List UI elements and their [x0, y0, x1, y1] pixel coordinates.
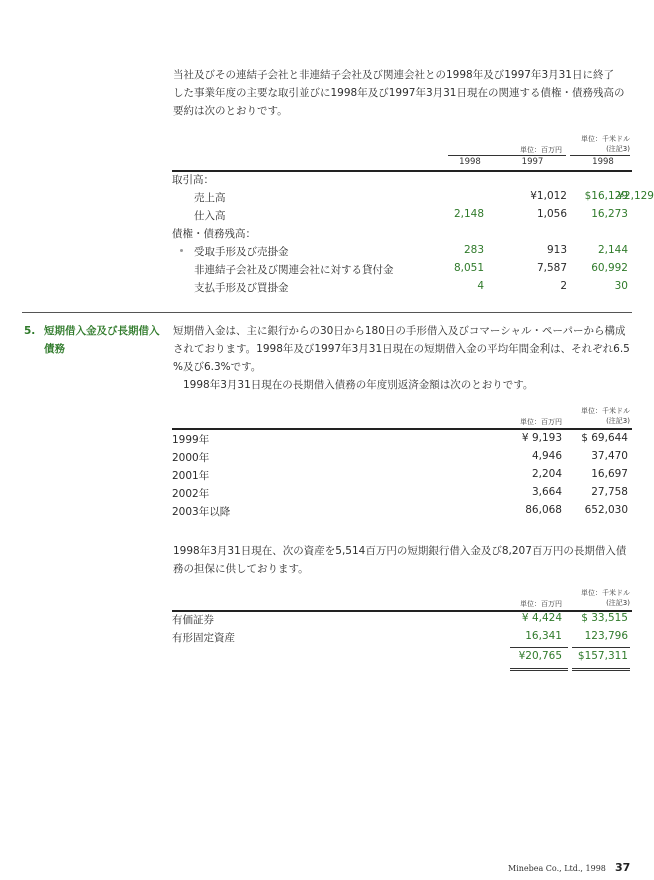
table2-unit-usd — [570, 406, 630, 426]
table3-total-row — [172, 650, 632, 668]
value-1998: 283 — [463, 244, 484, 256]
row-label: 2001年 — [172, 470, 210, 482]
table1-group-transactions — [172, 172, 632, 190]
value-usd: 37,470 — [591, 450, 628, 462]
row-label: 2000年 — [172, 452, 210, 464]
value-usd: $16,129 — [584, 190, 628, 202]
table-row — [172, 504, 632, 522]
value-yen: ¥ 4,424 — [521, 612, 562, 624]
table2-unit-yen: 単位：百万円 — [520, 418, 562, 426]
intro-line-2: した事業年度の主要な取引並びに1998年及び1997年3月31日現在の関連する債権・債務残高の — [173, 87, 625, 99]
table3-double-rule-usd-2 — [572, 670, 630, 671]
table-row — [172, 208, 632, 226]
value-usd: 16,273 — [591, 208, 628, 220]
table1-col-1997: 1997 — [521, 157, 544, 167]
row-label: 有価証券 — [172, 614, 214, 626]
table1-unit-usd-label: 単位：千米ドル — [581, 135, 630, 143]
row-label: 受取手形及び売掛金 — [194, 246, 289, 258]
table3-unit-usd — [570, 588, 630, 608]
total-yen: ¥20,765 — [518, 650, 562, 662]
value-1997: 1,056 — [536, 208, 567, 220]
table3-unit-yen: 単位：百万円 — [520, 600, 562, 608]
value-yen: 4,946 — [531, 450, 562, 462]
row-label: 仕入高 — [194, 210, 226, 222]
value-1998: 8,051 — [453, 262, 484, 274]
value-usd: 2,144 — [597, 244, 628, 256]
intro-line-1: 当社及びその連結子会社と非連結子会社及び関連会社との1998年及び1997年3月31日に終了 — [173, 69, 614, 81]
table-row — [172, 432, 632, 450]
group-label-balances: 債権・債務残高： — [172, 228, 256, 240]
value-yen: ¥ 9,193 — [521, 432, 562, 444]
table1-unit-usd-note: (注記3) — [606, 145, 630, 153]
value-usd: 123,796 — [584, 630, 628, 642]
value-yen: 2,204 — [531, 468, 562, 480]
section5-para-line3: %及び6.3%です。 — [173, 361, 262, 373]
table3-double-rule-usd-1 — [572, 668, 630, 669]
value-1997: 2 — [560, 280, 567, 292]
value-usd: $ 69,644 — [581, 432, 628, 444]
table-row — [172, 630, 632, 648]
table3-unit-usd-note: (注記3) — [606, 599, 630, 607]
section5-para-line2: されております。1998年及び1997年3月31日現在の短期借入金の平均年間金利は、それぞれ6.5 — [173, 343, 630, 355]
value-usd: 652,030 — [584, 504, 628, 516]
intro-paragraph — [173, 66, 624, 120]
table3-double-rule-yen-1 — [510, 668, 568, 669]
table1-unit-usd — [570, 134, 630, 154]
row-label: 売上高 — [194, 192, 226, 204]
page-number: 37 — [615, 861, 631, 874]
table1-col-1998: 1998 — [459, 157, 481, 167]
row-label: 2003年以降 — [172, 506, 231, 518]
group-label-transactions: 取引高： — [172, 174, 214, 186]
section5-title-line2: 債務 — [44, 343, 65, 355]
section5-paragraph — [173, 322, 630, 394]
row-label: 2002年 — [172, 488, 210, 500]
table1-group-balances — [172, 226, 632, 244]
table2-unit-usd-label: 単位：千米ドル — [581, 407, 630, 415]
row-label: 支払手形及び買掛金 — [194, 282, 289, 294]
value-1997: ¥1,012 — [530, 190, 567, 202]
section5-para2: 1998年3月31日現在の長期借入債務の年度別返済金額は次のとおりです。 — [183, 379, 534, 391]
table3-total-rule-yen — [510, 647, 568, 648]
table-row — [172, 262, 632, 280]
table-row — [172, 486, 632, 504]
value-1998: 2,148 — [453, 208, 484, 220]
table2-header-rule — [172, 428, 632, 430]
table-row — [172, 244, 632, 262]
value-1998: 4 — [477, 280, 484, 292]
table1-col-1998-usd: 1998 — [592, 157, 614, 167]
value-1997: 7,587 — [536, 262, 567, 274]
table-row — [172, 190, 654, 208]
row-label: 1999年 — [172, 434, 210, 446]
row-label: 非連結子会社及び関連会社に対する貸付金 — [194, 264, 394, 276]
value-yen: 16,341 — [525, 630, 562, 642]
footer-company: Minebea Co., Ltd., 1998 — [508, 864, 606, 873]
value-usd: $ 33,515 — [581, 612, 628, 624]
table1-usd-rule — [570, 155, 630, 156]
value-usd: 16,697 — [591, 468, 628, 480]
section5-title — [44, 322, 160, 358]
collateral-line1: 1998年3月31日現在、次の資産を5,514百万円の短期銀行借入金及び8,207百万円の長期借入債 — [173, 545, 627, 557]
table-row — [172, 468, 632, 486]
section5-number: 5. — [24, 325, 36, 337]
value-usd: 30 — [614, 280, 628, 292]
section5-para-line1: 短期借入金は、主に銀行からの30日から180日の手形借入及びコマーシャル・ペーパーから構成 — [173, 325, 626, 337]
row-label: 有形固定資産 — [172, 632, 235, 644]
section-divider — [22, 312, 632, 313]
value-1998: ¥2,129 — [617, 190, 654, 202]
value-1997: 913 — [546, 244, 567, 256]
table3-unit-usd-label: 単位：千米ドル — [581, 589, 630, 597]
table-row — [172, 612, 632, 630]
collateral-paragraph — [173, 542, 626, 578]
table-row — [172, 280, 632, 298]
value-yen: 86,068 — [525, 504, 562, 516]
total-usd: $157,311 — [577, 650, 628, 662]
value-yen: 3,664 — [531, 486, 562, 498]
section5-title-line1: 短期借入金及び長期借入 — [44, 325, 160, 337]
table-row — [172, 450, 632, 468]
table2-unit-usd-note: (注記3) — [606, 417, 630, 425]
value-usd: 27,758 — [591, 486, 628, 498]
intro-line-3: 要約は次のとおりです。 — [173, 105, 288, 117]
table1-unit-yen: 単位：百万円 — [520, 146, 562, 154]
collateral-line2: 務の担保に供しております。 — [173, 563, 309, 575]
table1-yen-rule — [448, 155, 566, 156]
table3-double-rule-yen-2 — [510, 670, 568, 671]
table3-total-rule-usd — [572, 647, 630, 648]
value-usd: 60,992 — [591, 262, 628, 274]
